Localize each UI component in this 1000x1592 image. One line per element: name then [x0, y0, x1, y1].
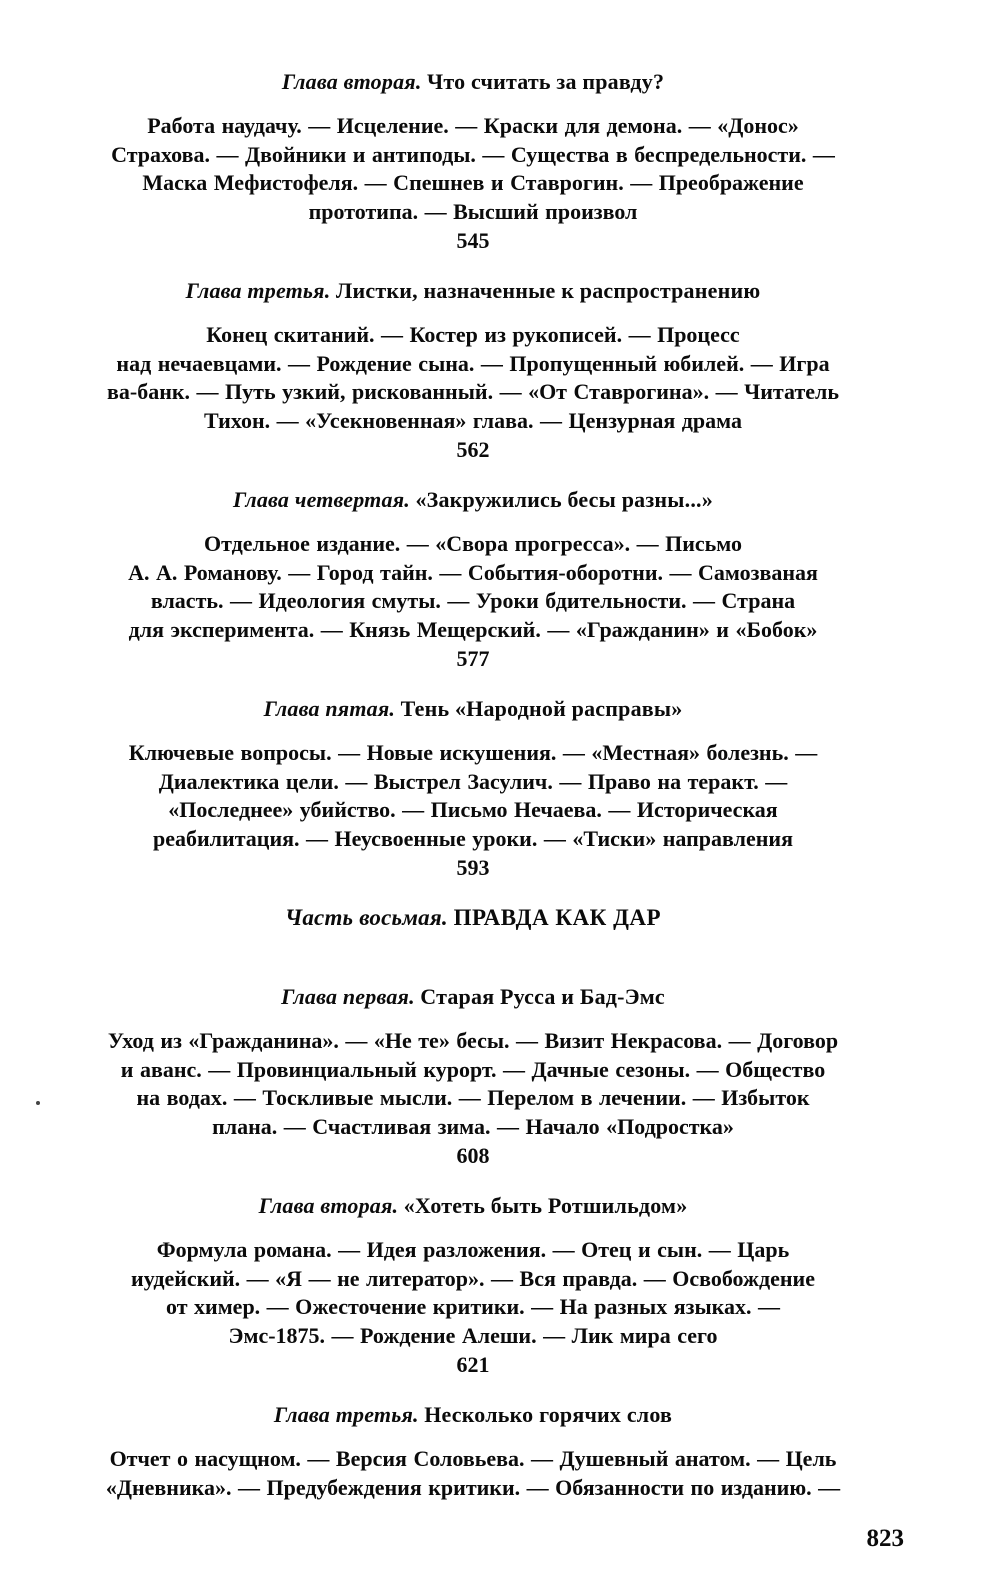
chapter-title: Несколько горячих слов — [424, 1402, 673, 1427]
chapter-heading — [28, 982, 918, 1011]
summary-line: «Последнее» убийство. — Письмо Нечаева. — Историческая — [168, 797, 778, 822]
summary-line: Маска Мефистофеля. — Спешнев и Ставрогин. — Преображение — [142, 170, 804, 195]
toc-section — [28, 67, 918, 255]
chapter-heading — [28, 1191, 918, 1220]
chapter-label: Глава третья. — [185, 278, 331, 303]
chapter-page-number: 577 — [456, 646, 490, 671]
chapter-title: «Закружились бесы разны...» — [415, 487, 713, 512]
summary-line: и аванс. — Провинциальный курорт. — Дачные сезоны. — Общество — [120, 1056, 826, 1082]
summary-line: иудейский. — «Я — не литератор». — Вся правда. — Освобождение — [131, 1265, 815, 1291]
toc-section — [28, 694, 918, 882]
chapter-heading — [28, 276, 918, 305]
chapter-label: Глава четвертая. — [233, 487, 410, 512]
chapter-summary — [28, 530, 918, 644]
chapter-summary — [28, 321, 918, 435]
chapter-page-number: 593 — [456, 855, 490, 880]
chapter-label: Глава пятая. — [263, 696, 396, 721]
summary-line: Отчет о насущном. — Версия Соловьева. — Душевный анатом. — Цель — [109, 1446, 837, 1471]
summary-line: А. А. Романову. — Город тайн. — События-оборотни. — Самозваная — [128, 559, 818, 585]
toc-section — [28, 982, 918, 1170]
summary-line: Отдельное издание. — «Свора прогресса». — Письмо — [203, 531, 742, 556]
summary-line: на водах. — Тоскливые мысли. — Перелом в лечении. — Избыток — [136, 1085, 810, 1110]
chapter-title: Старая Русса и Бад-Эмс — [420, 984, 665, 1009]
toc-section — [28, 1400, 918, 1502]
chapter-summary — [28, 1027, 918, 1141]
chapter-heading — [28, 694, 918, 723]
folio-page-number: 823 — [866, 1525, 904, 1552]
chapter-title: Что считать за правду? — [427, 69, 665, 94]
toc-section — [28, 276, 918, 464]
summary-line: власть. — Идеология смуты. — Уроки бдительности. — Страна — [150, 588, 796, 613]
chapter-label: Глава первая. — [281, 984, 415, 1009]
summary-line: прототипа. — Высший произвол — [308, 198, 638, 224]
chapter-summary — [28, 1445, 918, 1502]
summary-line: «Дневника». — Предубеждения критики. — Обязанности по изданию. — — [105, 1474, 841, 1500]
chapter-label: Глава вторая. — [281, 69, 422, 94]
chapter-title: Тень «Народной расправы» — [400, 696, 683, 721]
summary-line: Конец скитаний. — Костер из рукописей. — Процесс — [206, 322, 740, 347]
chapter-title: «Хотеть быть Ротшильдом» — [403, 1193, 688, 1218]
part-heading — [28, 903, 918, 933]
chapter-page-number: 562 — [456, 437, 490, 462]
chapter-summary — [28, 1236, 918, 1350]
summary-line: Уход из «Гражданина». — «Не те» бесы. — Визит Некрасова. — Договор — [107, 1028, 839, 1053]
summary-line: над нечаевцами. — Рождение сына. — Пропущенный юбилей. — Игра — [116, 350, 830, 376]
toc-section — [28, 485, 918, 673]
chapter-page-number: 608 — [456, 1143, 490, 1168]
part-title: ПРАВДА КАК ДАР — [453, 905, 662, 930]
chapter-page-number: 621 — [456, 1352, 490, 1377]
chapter-heading — [28, 1400, 918, 1429]
chapter-label: Глава третья. — [273, 1402, 419, 1427]
scan-speck — [36, 1101, 40, 1105]
summary-line: Тихон. — «Усекновенная» глава. — Цензурная драма — [204, 407, 742, 433]
summary-line: Ключевые вопросы. — Новые искушения. — «Местная» болезнь. — — [128, 740, 818, 765]
summary-line: Эмс-1875. — Рождение Алеши. — Лик мира сего — [228, 1322, 718, 1348]
summary-line: от химер. — Ожесточение критики. — На разных языках. — — [166, 1294, 780, 1319]
summary-line: для эксперимента. — Князь Мещерский. — «Гражданин» и «Бобок» — [128, 616, 818, 642]
summary-line: Страхова. — Двойники и антиподы. — Существа в беспредельности. — — [111, 141, 835, 167]
toc-section — [28, 1191, 918, 1379]
summary-line: Работа наудачу. — Исцеление. — Краски для демона. — «Донос» — [147, 113, 799, 138]
summary-line: реабилитация. — Неусвоенные уроки. — «Тиски» направления — [153, 825, 793, 851]
chapter-label: Глава вторая. — [258, 1193, 399, 1218]
summary-line: плана. — Счастливая зима. — Начало «Подростка» — [212, 1113, 734, 1139]
chapter-summary — [28, 112, 918, 226]
summary-line: ва-банк. — Путь узкий, рискованный. — «От Ставрогина». — Читатель — [106, 379, 839, 404]
chapter-heading — [28, 67, 918, 96]
chapter-summary — [28, 739, 918, 853]
summary-line: Формула романа. — Идея разложения. — Отец и сын. — Царь — [156, 1237, 790, 1262]
chapter-heading — [28, 485, 918, 514]
summary-line: Диалектика цели. — Выстрел Засулич. — Право на теракт. — — [158, 768, 788, 794]
chapter-page-number: 545 — [456, 228, 490, 253]
toc-page — [28, 0, 918, 1555]
chapter-title: Листки, назначенные к распространению — [335, 278, 761, 303]
part-label: Часть восьмая. — [284, 905, 448, 930]
